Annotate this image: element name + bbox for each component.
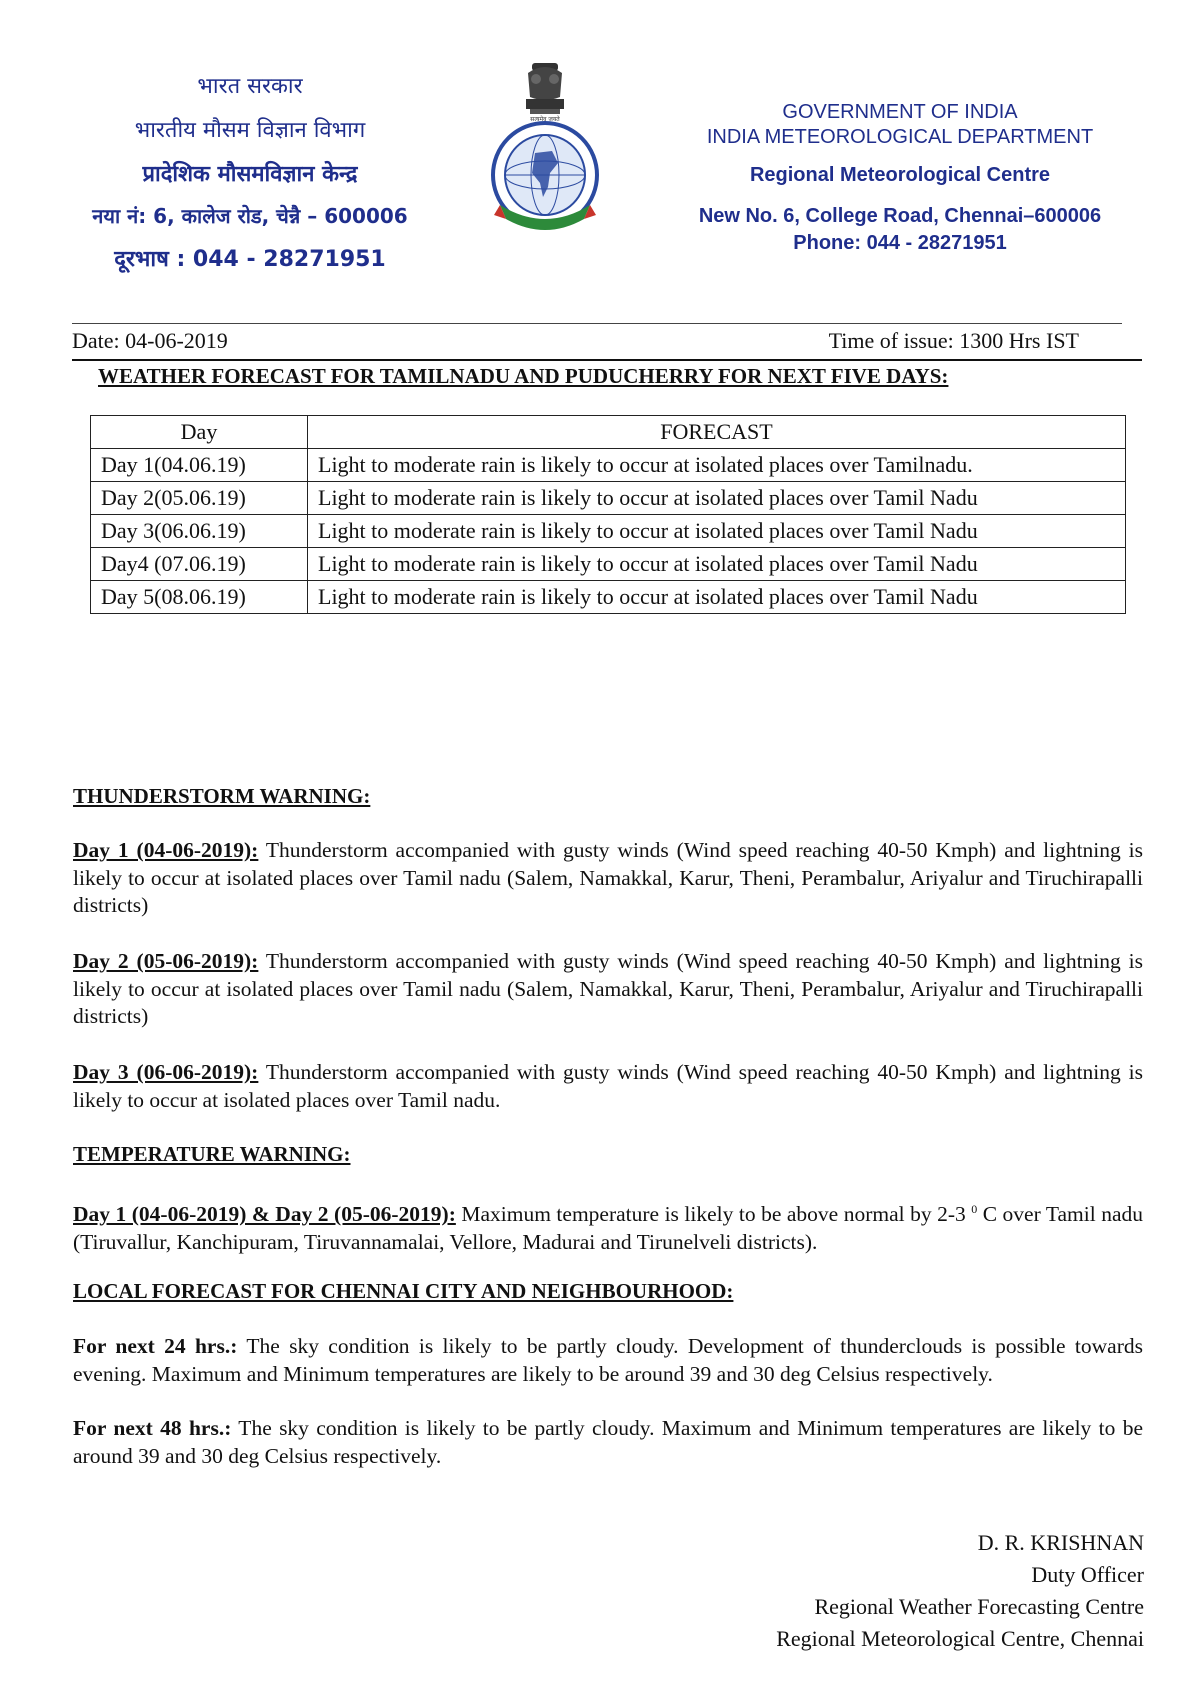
temperature-label: Day 1 (04-06-2019) & Day 2 (05-06-2019): bbox=[73, 1202, 456, 1227]
forecast-table bbox=[90, 415, 1126, 614]
hindi-centre-line: प्रादेशिक मौसमविज्ञान केन्द्र bbox=[142, 162, 358, 187]
officer-unit: Regional Weather Forecasting Centre bbox=[814, 1594, 1144, 1619]
issue-line bbox=[72, 328, 1079, 358]
thunderstorm-day2-text: Thunderstorm accompanied with gusty winds (Wind speed reaching 40-50 Kmph) and lightning is likely to occur at isolated places over Tamil nadu (Salem, Namakkal, Karur, Theni, Perambalur, Ariyalur and Tiruchirapalli districts) bbox=[73, 949, 1144, 1028]
local-24h-text: The sky condition is likely to be partly cloudy. Development of thunderclouds is possible towards evening. Maximum and Minimum temperatures are likely to be around 39 and 30 deg Celsius respectively. bbox=[73, 1334, 1143, 1386]
hindi-dept-line: भारतीय मौसम विज्ञान विभाग bbox=[134, 118, 366, 143]
thunderstorm-day2-label: Day 2 (05-06-2019): bbox=[73, 949, 259, 973]
table-row bbox=[91, 548, 1126, 581]
forecast-cell: Light to moderate rain is likely to occur at isolated places over Tamil Nadu bbox=[308, 515, 1126, 548]
local-24h-label: For next 24 hrs.: bbox=[73, 1334, 238, 1358]
local-forecast-48h bbox=[73, 1415, 1143, 1470]
english-header bbox=[640, 100, 1160, 257]
imd-emblem-icon bbox=[480, 55, 610, 235]
forecast-cell: Light to moderate rain is likely to occur at isolated places over Tamil Nadu bbox=[308, 548, 1126, 581]
signature-block bbox=[776, 1527, 1144, 1655]
day-cell: Day 1(04.06.19) bbox=[91, 449, 308, 482]
local-forecast-heading: LOCAL FORECAST FOR CHENNAI CITY AND NEIGHBOURHOOD: bbox=[73, 1279, 734, 1303]
thunderstorm-day1-text: Thunderstorm accompanied with gusty winds (Wind speed reaching 40-50 Kmph) and lightning is likely to occur at isolated places over Tamil nadu (Salem, Namakkal, Karur, Theni, Perambalur, Ariyalur and Tiruchirapalli districts) bbox=[73, 838, 1144, 917]
table-row bbox=[91, 515, 1126, 548]
officer-role: Duty Officer bbox=[1031, 1562, 1144, 1587]
table-row bbox=[91, 449, 1126, 482]
lion-capital-icon bbox=[526, 63, 564, 123]
day-cell: Day 3(06.06.19) bbox=[91, 515, 308, 548]
forecast-cell: Light to moderate rain is likely to occur at isolated places over Tamilnadu. bbox=[308, 449, 1126, 482]
thunderstorm-day2 bbox=[73, 948, 1143, 1031]
local-forecast-24h bbox=[73, 1333, 1143, 1388]
forecast-cell: Light to moderate rain is likely to occur at isolated places over Tamil Nadu bbox=[308, 482, 1126, 515]
header-divider bbox=[72, 323, 1122, 324]
hindi-address-line: नया नं: 6, कालेज रोड, चेन्नै – 600006 bbox=[92, 204, 408, 228]
forecast-title: WEATHER FORECAST FOR TAMILNADU AND PUDUCHERRY FOR NEXT FIVE DAYS: bbox=[98, 364, 949, 388]
thunderstorm-day3-text: Thunderstorm accompanied with gusty winds (Wind speed reaching 40-50 Kmph) and lightning is likely to occur at isolated places over Tamil nadu. bbox=[73, 1060, 1144, 1112]
forecast-cell: Light to moderate rain is likely to occur at isolated places over Tamil Nadu bbox=[308, 581, 1126, 614]
day-cell: Day4 (07.06.19) bbox=[91, 548, 308, 581]
col-forecast-header: FORECAST bbox=[308, 416, 1126, 449]
day-cell: Day 5(08.06.19) bbox=[91, 581, 308, 614]
date-divider bbox=[72, 359, 1142, 361]
hindi-govt-line: भारत सरकार bbox=[197, 74, 303, 99]
thunderstorm-day3-label: Day 3 (06-06-2019): bbox=[73, 1060, 259, 1084]
table-header-row bbox=[91, 416, 1126, 449]
emblem-motto: सत्यमेव जयते bbox=[530, 116, 560, 123]
thunderstorm-day1 bbox=[73, 837, 1143, 920]
local-48h-label: For next 48 hrs.: bbox=[73, 1416, 232, 1440]
officer-name: D. R. KRISHNAN bbox=[977, 1530, 1144, 1555]
degree-symbol: 0 bbox=[971, 1202, 978, 1216]
issue-date: Date: 04-06-2019 bbox=[72, 328, 228, 353]
thunderstorm-heading: THUNDERSTORM WARNING: bbox=[73, 784, 371, 808]
officer-org: Regional Meteorological Centre, Chennai bbox=[776, 1626, 1144, 1651]
centre-line: Regional Meteorological Centre bbox=[749, 164, 1051, 186]
table-row bbox=[91, 482, 1126, 515]
hindi-phone-line: दूरभाष : 044 - 28271951 bbox=[114, 247, 386, 272]
phone-line: Phone: 044 - 28271951 bbox=[793, 232, 1007, 254]
table-row bbox=[91, 581, 1126, 614]
col-day-header: Day bbox=[91, 416, 308, 449]
day-cell: Day 2(05.06.19) bbox=[91, 482, 308, 515]
temperature-text-2: C over Tamil nadu (Tiruvallur, Kanchipuram, Tiruvannamalai, Vellore, Madurai and Tirunelveli districts). bbox=[73, 1202, 1143, 1254]
hindi-header bbox=[40, 70, 460, 273]
local-48h-text: The sky condition is likely to be partly cloudy. Maximum and Minimum temperatures are likely to be around 39 and 30 deg Celsius respectively. bbox=[73, 1416, 1143, 1468]
govt-line: GOVERNMENT OF INDIA bbox=[782, 101, 1018, 123]
temperature-warning bbox=[73, 1196, 1143, 1256]
temperature-text-1: Maximum temperature is likely to be above normal by 2-3 bbox=[455, 1202, 972, 1227]
address-line: New No. 6, College Road, Chennai–600006 bbox=[698, 205, 1102, 227]
thunderstorm-day3 bbox=[73, 1059, 1143, 1114]
issue-time: Time of issue: 1300 Hrs IST bbox=[828, 328, 1079, 353]
temperature-heading: TEMPERATURE WARNING: bbox=[73, 1142, 351, 1166]
dept-line: INDIA METEOROLOGICAL DEPARTMENT bbox=[706, 126, 1094, 148]
thunderstorm-day1-label: Day 1 (04-06-2019): bbox=[73, 838, 259, 862]
